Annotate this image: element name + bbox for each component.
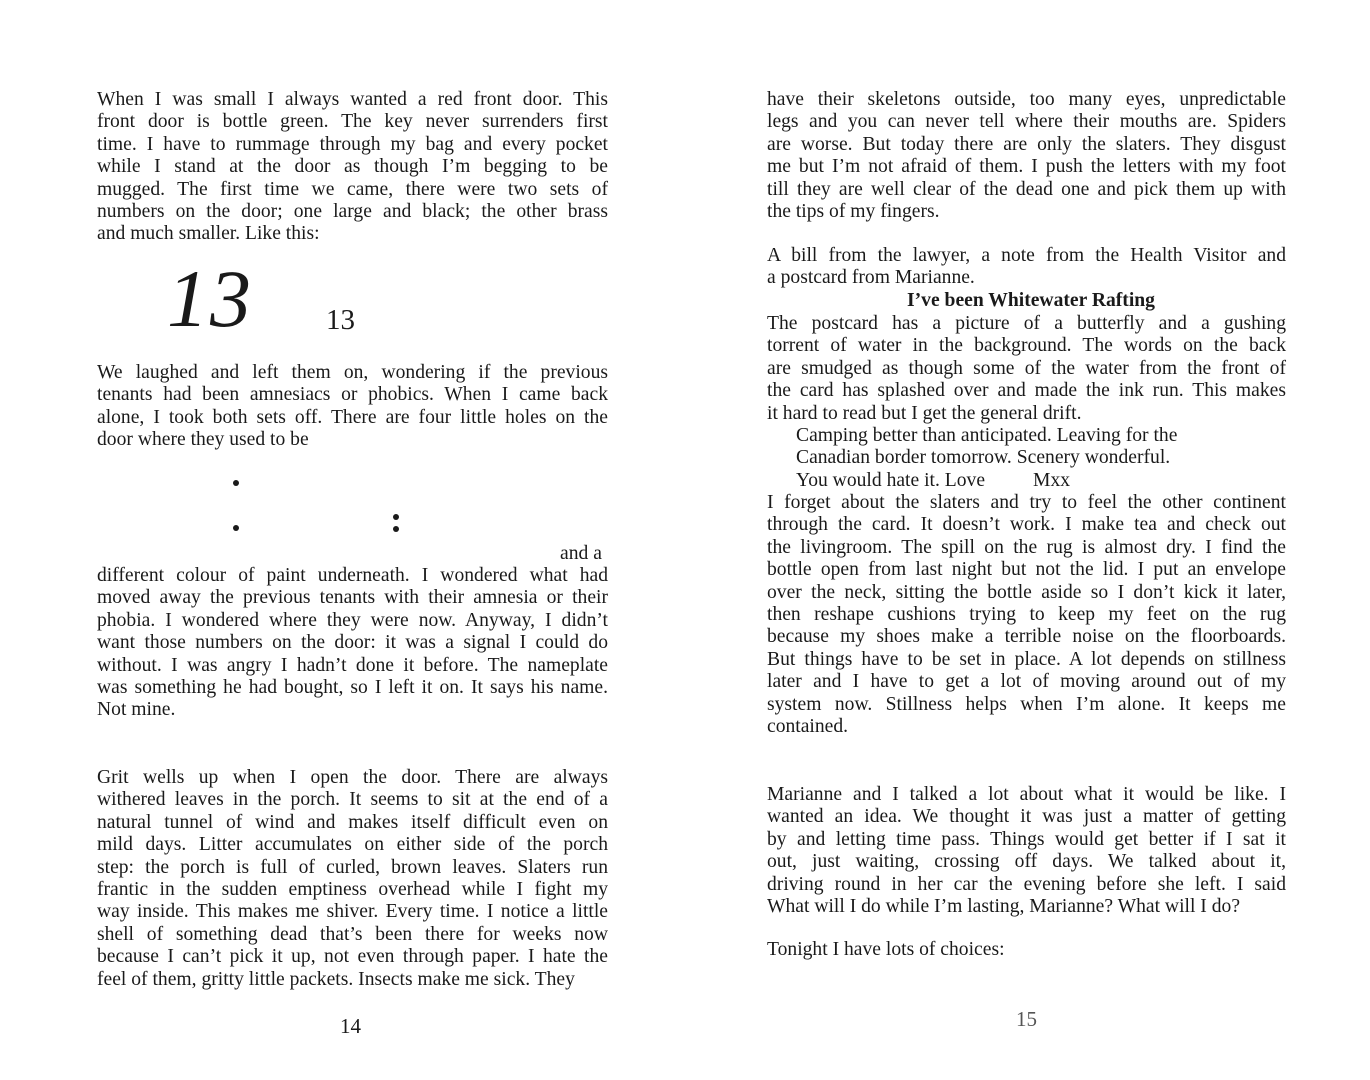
text-line: me but I’m not afraid of them. I push the letters with my foot — [767, 156, 1286, 178]
text-line: bottle open from last night but not the lid. I put an envelope — [767, 559, 1286, 581]
text-line: have their skeletons outside, too many eyes, unpredictable — [767, 89, 1286, 110]
text-line: We laughed and left them on, wondering if the previous — [97, 362, 608, 383]
text-line: moved away the previous tenants with their amnesia or their — [97, 587, 608, 609]
paragraph-3 — [97, 565, 608, 722]
text-line: mild days. Litter accumulates on either side of the porch — [97, 834, 608, 856]
text-line: shell of something dead that’s been there for weeks now — [97, 923, 608, 945]
postcard-signature: Mxx — [1033, 469, 1071, 491]
screw-hole — [393, 526, 399, 532]
text-line: What will I do while I’m lasting, Marianne? What will I do? — [767, 895, 1241, 917]
text-line: later and I have to get a lot of moving around out of my — [767, 671, 1286, 693]
text-line: driving round in her car the evening before she left. I said — [767, 873, 1286, 895]
right-page — [685, 0, 1370, 1080]
text-line: mugged. The first time we came, there were two sets of — [97, 178, 608, 200]
and-a-text: and a — [560, 543, 602, 564]
text-line: legs and you can never tell where their mouths are. Spiders — [767, 111, 1286, 133]
text-line: the tips of my fingers. — [767, 200, 940, 222]
text-line: The postcard has a picture of a butterfly and a gushing — [767, 313, 1286, 334]
paragraph-2 — [767, 245, 1286, 290]
text-line: are worse. But today there are only the slaters. They disgust — [767, 133, 1286, 155]
text-line: because I can’t pick it up, not even through paper. I hate the — [97, 946, 608, 968]
text-line: till they are well clear of the dead one and pick them up with — [767, 178, 1286, 200]
door-number-small: 13 — [326, 304, 355, 336]
text-line: want those numbers on the door: it was a signal I could do — [97, 632, 608, 654]
paragraph-2 — [97, 362, 608, 452]
text-line: step: the porch is full of curled, brown leaves. Slaters run — [97, 856, 608, 878]
screw-hole — [233, 480, 239, 486]
text-line: system now. Stillness helps when I’m alone. It keeps me — [767, 693, 1286, 715]
text-line: A bill from the lawyer, a note from the Health Visitor and — [767, 245, 1286, 266]
text-line: Not mine. — [97, 699, 176, 721]
text-line: tenants had been amnesiacs or phobics. When I came back — [97, 384, 608, 406]
text-line: Marianne and I talked a lot about what it would be like. I — [767, 784, 1286, 805]
paragraph-1 — [767, 89, 1286, 223]
paragraph-1 — [97, 89, 608, 246]
text-line: alone, I took both sets off. There are four little holes on the — [97, 406, 608, 428]
text-line: phobia. I wondered where they were now. Anyway, I didn’t — [97, 609, 608, 631]
page-number-left: 14 — [340, 1014, 361, 1038]
text-line: torrent of water in the background. The words on the back — [767, 335, 1286, 357]
text-line: way inside. This makes me shiver. Every time. I notice a little — [97, 901, 608, 923]
text-line: while I stand at the door as though I’m begging to be — [97, 156, 608, 178]
text-line: because my shoes make a terrible noise on the floorboards. — [767, 626, 1286, 648]
text-line: then reshape cushions trying to keep my feet on the rug — [767, 603, 1286, 625]
text-line: a postcard from Marianne. — [767, 267, 975, 289]
text-line: are smudged as though some of the water from the front of — [767, 357, 1286, 379]
paragraph-4 — [97, 767, 608, 991]
postcard-heading: I’ve been Whitewater Rafting — [907, 290, 1155, 311]
text-line: feel of them, gritty little packets. Insects make me sick. They — [97, 968, 575, 990]
postcard-text: Camping better than anticipated. Leaving for the Canadian border tomorrow. Scenery wonderful. You would hate it. Love Mxx — [796, 425, 1178, 491]
text-line: front door is bottle green. The key never surrenders first — [97, 111, 608, 133]
paragraph-6: Tonight I have lots of choices: — [767, 939, 1005, 960]
text-line: When I was small I always wanted a red front door. This — [97, 89, 608, 110]
text-line: the livingroom. The spill on the rug is almost dry. I find the — [767, 536, 1286, 558]
text-line: I forget about the slaters and try to feel the other continent — [767, 492, 1286, 513]
text-line: door where they used to be — [97, 429, 309, 451]
text-line: the card has splashed over and made the ink run. This makes — [767, 380, 1286, 402]
text-line: without. I was angry I hadn’t done it before. The nameplate — [97, 654, 608, 676]
screw-hole — [233, 525, 239, 531]
door-number-large: 13 — [167, 253, 253, 344]
text-line: wanted an idea. We thought it was just a matter of getting — [767, 806, 1286, 828]
text-line: But things have to be set in place. A lot depends on stillness — [767, 648, 1286, 670]
text-line: over the neck, sitting the bottle aside so I don’t kick it later, — [767, 581, 1286, 603]
text-line: time. I have to rummage through my bag and every pocket — [97, 133, 608, 155]
text-line: by and letting time pass. Things would get better if I sat it — [767, 828, 1286, 850]
text-line: different colour of paint underneath. I wondered what had — [97, 565, 608, 586]
text-line: it hard to read but I get the general drift. — [767, 402, 1082, 424]
text-line: out, just waiting, crossing off days. We talked about it, — [767, 851, 1286, 873]
screw-hole — [393, 514, 399, 520]
text-line: through the card. It doesn’t work. I make tea and check out — [767, 514, 1286, 536]
text-line: natural tunnel of wind and makes itself difficult even on — [97, 811, 608, 833]
text-line: was something he had bought, so I left it on. It says his name. — [97, 676, 608, 698]
text-line: and much smaller. Like this: — [97, 223, 320, 245]
text-line: frantic in the sudden emptiness overhead while I fight my — [97, 878, 608, 900]
text-line: Grit wells up when I open the door. There are always — [97, 767, 608, 788]
text-line: numbers on the door; one large and black; the other brass — [97, 200, 608, 222]
text-line: contained. — [767, 715, 849, 737]
text-line: withered leaves in the porch. It seems to sit at the end of a — [97, 789, 608, 811]
page-number-right: 15 — [1016, 1007, 1037, 1031]
